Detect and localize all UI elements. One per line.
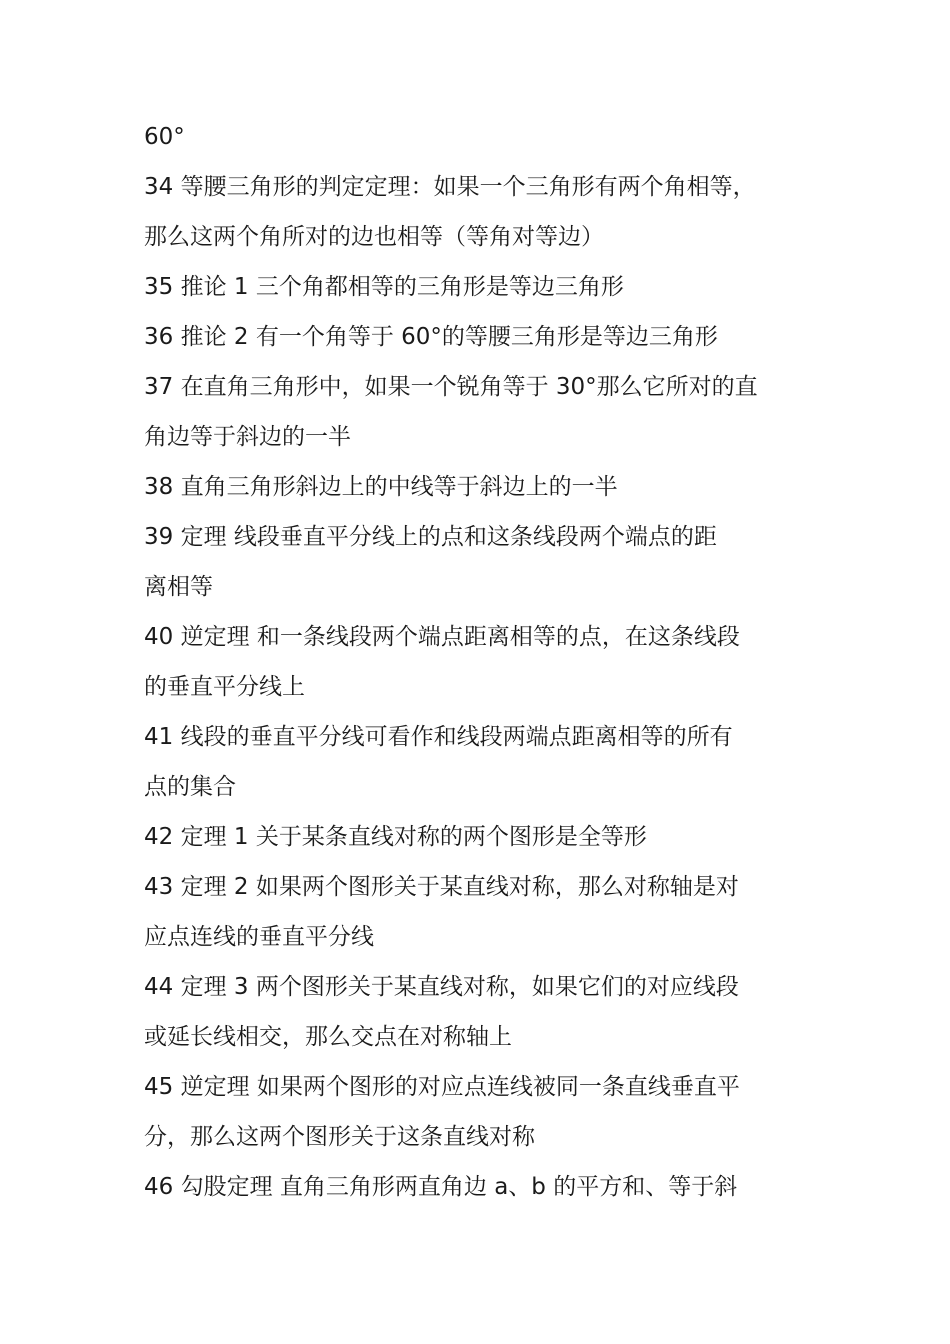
text-line: 38 直角三角形斜边上的中线等于斜边上的一半 <box>144 474 618 500</box>
text-line: 42 定理 1 关于某条直线对称的两个图形是全等形 <box>144 824 647 850</box>
text-line: 分，那么这两个图形关于这条直线对称 <box>144 1124 535 1150</box>
text-line: 41 线段的垂直平分线可看作和线段两端点距离相等的所有 <box>144 724 733 750</box>
text-line: 的垂直平分线上 <box>144 674 305 700</box>
text-line: 那么这两个角所对的边也相等（等角对等边） <box>144 224 604 250</box>
text-line: 36 推论 2 有一个角等于 60°的等腰三角形是等边三角形 <box>144 324 718 350</box>
text-line: 应点连线的垂直平分线 <box>144 924 374 950</box>
text-line: 34 等腰三角形的判定定理：如果一个三角形有两个角相等， <box>144 174 756 200</box>
text-line: 46 勾股定理 直角三角形两直角边 a、b 的平方和、等于斜 <box>144 1174 738 1200</box>
text-line: 35 推论 1 三个角都相等的三角形是等边三角形 <box>144 274 624 300</box>
text-line: 点的集合 <box>144 774 236 800</box>
document-body <box>144 112 810 1212</box>
text-line: 40 逆定理 和一条线段两个端点距离相等的点，在这条线段 <box>144 624 740 650</box>
text-line: 角边等于斜边的一半 <box>144 424 351 450</box>
text-line: 或延长线相交，那么交点在对称轴上 <box>144 1024 512 1050</box>
text-line: 39 定理 线段垂直平分线上的点和这条线段两个端点的距 <box>144 524 717 550</box>
text-line: 43 定理 2 如果两个图形关于某直线对称，那么对称轴是对 <box>144 874 739 900</box>
text-line: 45 逆定理 如果两个图形的对应点连线被同一条直线垂直平 <box>144 1074 740 1100</box>
text-line: 44 定理 3 两个图形关于某直线对称，如果它们的对应线段 <box>144 974 739 1000</box>
text-line: 60° <box>144 124 185 150</box>
text-line: 离相等 <box>144 574 213 600</box>
text-line: 37 在直角三角形中，如果一个锐角等于 30°那么它所对的直 <box>144 374 758 400</box>
